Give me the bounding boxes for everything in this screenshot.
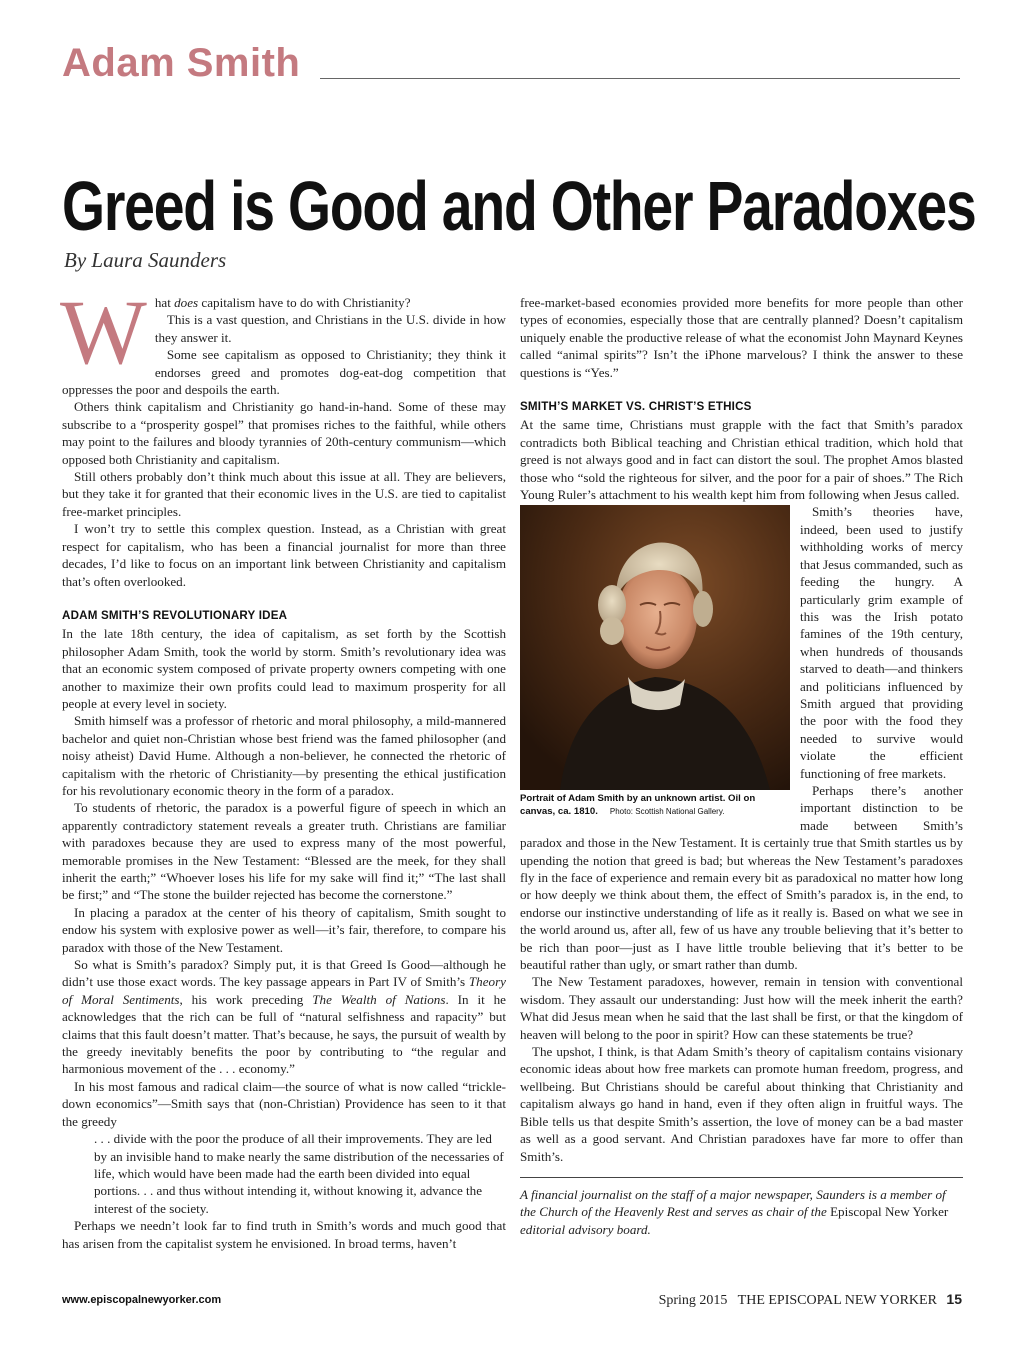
photo-credit: Photo: Scottish National Gallery.	[609, 806, 725, 816]
paragraph: Smith himself was a professor of rhetoric and moral philosophy, a mild-mannered bachelor and quiet non-Christian whose best friend was the famed philosopher (and noisy atheist) David Hume. Although a non-believer, he connected the rhetoric of capitalism with the rhetoric of Christianity—by presenting the ethical justification for his revolutionary economic theory in the form of a paradox.	[62, 713, 506, 798]
intro-text: hat	[154, 295, 175, 310]
text-run: . In it he acknowledges that the rich can be full of “natural selfishness and rapacity” but claims that this fault doesn’t matter. That’s because, he says, the pursuit of wealth by the greedy inevitably benefits the poor by contributing to “the regular and harmonious movement of the . . . economy.”	[62, 991, 506, 1077]
paragraph: To students of rhetoric, the paradox is a powerful figure of speech in which an apparently contradictory statement reveals a greater truth. Christians are familiar with paradoxes because they are used to express many of the most powerful, memorable promises in the New Testament: “Blessed are the meek, for they shall inherit the earth;” “Whoever loses his life for my sake will find it;” “The last shall be first;” and “The stone the builder rejected has become the cornerstone.”	[62, 800, 506, 903]
bio-text-end: editorial advisory board.	[520, 1221, 651, 1237]
block-quote: . . . divide with the poor the produce of all their improvements. They are led by an invisible hand to make nearly the same distribution of the necessaries of life, which would have been made had the earth been divided into equal portions. . . and thus without intending it, without knowing it, advance the interest of the society.	[94, 1131, 504, 1216]
intro-text-end: capitalism have to do with Christianity?	[198, 295, 411, 310]
caption-text: Portrait of Adam Smith by an unknown artist. Oil on canvas, ca. 1810.	[520, 793, 756, 817]
text-run: , his work preceding	[179, 991, 313, 1007]
paragraph: I won’t try to settle this complex question. Instead, as a Christian with great respect for capitalism, who has been a financial journalist for more than three decades, I’d like to focus on an important link between Christianity and capitalism that’s often overlooked.	[62, 521, 506, 589]
book-title: Theory of Moral Sentiments	[62, 974, 506, 1007]
left-column	[60, 281, 506, 1252]
bio-publication-name: Episcopal New Yorker	[830, 1204, 949, 1220]
article-headline: Greed is Good and Other Paradoxes	[62, 167, 976, 245]
section-title: Adam Smith	[62, 41, 301, 85]
author-bio	[520, 1177, 963, 1238]
paragraph: Smith’s theories have, indeed, been used to justify withholding works of mercy that Jesus commanded, such as feeding the hungry. A particularly grim example of this was the Irish potato famines of the 19th century, when hundreds of thousands starved to death—and thinkers and politicians influenced by Smith argued that providing the poor with the food they needed to survive would violate the efficient functioning of free markets.	[800, 504, 963, 781]
adam-smith-portrait	[520, 505, 790, 790]
drop-cap: W	[60, 281, 147, 383]
paragraph: This is a vast question, and Christians in the U.S. divide in how they answer it.	[154, 312, 506, 345]
footer-website-link[interactable]: www.episcopalnewyorker.com	[62, 1294, 222, 1306]
paragraph: The upshot, I think, is that Adam Smith’s theory of capitalism contains visionary economic ideas about how free markets can promote human freedom, progress, and wellbeing. But Christians should be careful about thinking that Christianity and capitalism always go hand in hand, even if they often align in fruitful ways. The Bible tells us that despite Smith’s assertion, the love of money can be a bad master as well as a good servant. And Christian paradoxes have far more to offer than Smith’s.	[520, 1044, 963, 1164]
paragraph: Others think capitalism and Christianity go hand-in-hand. Some of these may subscribe to a “prosperity gospel” that promises riches to the faithful, while others may point to the failures and bloody tyrannies of 20th-century communism—which opposed both Christianity and capitalism.	[62, 399, 506, 467]
issue-date: Spring 2015	[658, 1293, 728, 1308]
paragraph: Perhaps there’s another important distinction to be made between Smith’s paradox and those in the New Testament. It is certainly true that Smith startles us by upending the notion that greed is bad; but whereas the New Testament’s paradoxes fly in the face of experience and remain every bit as paradoxical no matter how long or how deeply we think about them, the effect of Smith’s paradox is, in the end, to endorse our instinctive understanding of life as it really is. Based on what we see in the world around us, after all, few of us have any trouble believing that it’s better to be rich than poor—just as I have little trouble believing that it’s better to be beautiful rather than ugly, or smart rather than dumb.	[520, 782, 963, 973]
paragraph: Some see capitalism as opposed to Christianity; they think it endorses greed and promotes dog-eat-dog competition that oppresses the poor and despoils the earth.	[62, 347, 506, 398]
book-title: The Wealth of Nations	[312, 991, 446, 1007]
publication-name: THE EPISCOPAL NEW YORKER	[737, 1293, 937, 1308]
section-header	[62, 40, 960, 86]
subheading-market-vs-ethics: SMITH’S MARKET VS. CHRIST’S ETHICS	[520, 400, 752, 414]
paragraph	[520, 416, 963, 503]
paragraph: In the late 18th century, the idea of capitalism, as set forth by the Scottish philosopher Adam Smith, took the world by storm. Smith’s revolutionary idea was that an economic system composed of private property owners competing with one another to maximize their own profits could lead to maximum prosperity for all people at every level in society.	[62, 626, 506, 711]
paragraph	[62, 956, 506, 1078]
text-run: So what is Smith’s paradox? Simply put, it is that Greed Is Good—although he didn’t use those exact words. The key passage appears in Part IV of Smith’s	[62, 957, 506, 990]
paragraph: Still others probably don’t think much about this issue at all. They are believers, but they take it for granted that their economic lives in the U.S. are tied to capitalist free-market principles.	[62, 469, 506, 519]
paragraph: free-market-based economies provided more benefits for more people than other types of economies, especially those that are centrally planned? Doesn’t capitalism uniquely enable the productive release of what the economist John Maynard Keynes called “animal spirits”? Isn’t the iPhone marvelous? I think the answer to these questions is “Yes.”	[520, 295, 963, 380]
footer-folio	[659, 1291, 962, 1309]
portrait-figure	[520, 505, 790, 818]
paragraph: The New Testament paradoxes, however, remain in tension with conventional wisdom. They assault our understanding: Just how will the meek inherit the earth? What did Jesus mean when he said that the last shall be first, or that the kingdom of heaven will belong to the poor in spirit? How can these statements be true?	[520, 974, 963, 1042]
article-byline: By Laura Saunders	[64, 248, 227, 272]
paragraph: In his most famous and radical claim—the source of what is now called “trickle-down economics”—Smith says that (non-Christian) Providence has seen to it that the greedy	[62, 1078, 506, 1129]
paragraph: In placing a paradox at the center of his theory of capitalism, Smith sought to endow his system with explosive power as well—it’s fair, therefore, to compare his paradox with those of the New Testament.	[62, 904, 506, 955]
right-column	[520, 294, 963, 1238]
header-rule	[320, 78, 960, 79]
bio-text: A financial journalist on the staff of a major newspaper, Saunders is a member of the Church of the Heavenly Rest and serves as chair of the	[520, 1186, 946, 1220]
paragraph: Perhaps we needn’t look far to find truth in Smith’s words and much good that has arisen from the capitalist system he envisioned. In broad terms, haven’t	[62, 1218, 506, 1251]
subheading-revolutionary-idea: ADAM SMITH’S REVOLUTIONARY IDEA	[62, 608, 288, 622]
text-run: At the same time, Christians must grapple with the fact that Smith’s paradox contradicts both Biblical teaching and Christian ethical tradition, which hold that greed is not always good and in fact can distort the soul. The prophet Amos blasted those who “sold the righteous for silver, and the poor for a pair of shoes.” The Rich Young Ruler’s attachment to his wealth kept him from following when Jesus called.	[520, 417, 963, 503]
figure-caption	[520, 793, 790, 818]
intro-emphasis: does	[174, 295, 199, 310]
page-number: 15	[946, 1291, 962, 1307]
